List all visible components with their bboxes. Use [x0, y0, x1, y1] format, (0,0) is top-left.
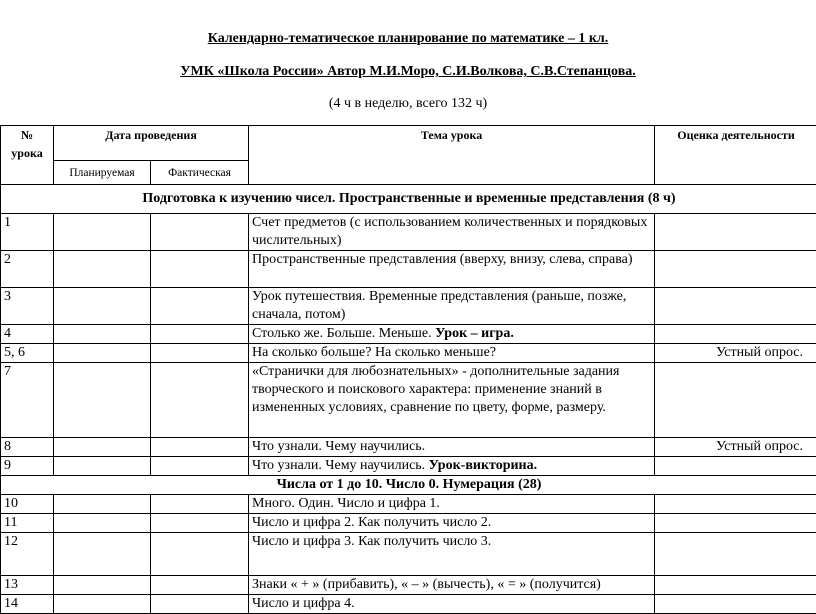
lesson-topic: Число и цифра 3. Как получить число 3. — [249, 533, 655, 576]
lesson-number: 2 — [1, 251, 54, 288]
date-actual-cell — [151, 438, 249, 457]
date-actual-cell — [151, 344, 249, 363]
date-actual-cell — [151, 251, 249, 288]
lesson-topic: Счет предметов (с использованием количественных и порядковых числительных) — [249, 214, 655, 251]
table-row — [1, 576, 816, 595]
lesson-topic: «Странички для любознательных» - дополнительные задания творческого и поискового характера: применение знаний в измененных условиях, сравнение по цвету, форме, размеру. — [249, 363, 655, 438]
lesson-topic: Урок путешествия. Временные представления (раньше, позже, сначала, потом) — [249, 288, 655, 325]
section-row — [1, 185, 816, 214]
lesson-number: 14 — [1, 595, 54, 614]
table-row — [1, 514, 816, 533]
date-actual-cell — [151, 514, 249, 533]
col-date-header: Дата проведения — [54, 126, 249, 161]
date-actual-cell — [151, 576, 249, 595]
lesson-topic: Много. Один. Число и цифра 1. — [249, 495, 655, 514]
lesson-topic: Что узнали. Чему научились. — [249, 438, 655, 457]
date-actual-cell — [151, 533, 249, 576]
date-actual-cell — [151, 214, 249, 251]
lesson-number: 4 — [1, 325, 54, 344]
date-actual-cell — [151, 495, 249, 514]
date-planned-cell — [54, 514, 151, 533]
table-row — [1, 325, 816, 344]
table-row — [1, 495, 816, 514]
lesson-topic: Столько же. Больше. Меньше. Урок – игра. — [249, 325, 655, 344]
date-planned-cell — [54, 595, 151, 614]
date-actual-cell — [151, 325, 249, 344]
lesson-grade — [655, 251, 816, 288]
lesson-grade — [655, 288, 816, 325]
lesson-grade: Устный опрос. — [655, 344, 816, 363]
lesson-grade — [655, 363, 816, 438]
lesson-topic: Пространственные представления (вверху, внизу, слева, справа) — [249, 251, 655, 288]
date-planned-cell — [54, 214, 151, 251]
table-row — [1, 214, 816, 251]
lesson-grade — [655, 325, 816, 344]
lesson-topic: Знаки « + » (прибавить), « – » (вычесть), « = » (получится) — [249, 576, 655, 595]
table-row — [1, 595, 816, 614]
lesson-number: 8 — [1, 438, 54, 457]
date-planned-cell — [54, 495, 151, 514]
date-planned-cell — [54, 438, 151, 457]
hours-note: (4 ч в неделю, всего 132 ч) — [0, 96, 816, 112]
table-row — [1, 363, 816, 438]
lesson-grade: Устный опрос. — [655, 438, 816, 457]
lesson-number: 1 — [1, 214, 54, 251]
umk-authors: УМК «Школа России» Автор М.И.Моро, С.И.Волкова, С.В.Степанцова. — [0, 64, 816, 80]
lesson-topic: На сколько больше? На сколько меньше? — [249, 344, 655, 363]
header-row — [1, 126, 816, 161]
date-actual-cell — [151, 288, 249, 325]
col-topic-header: Тема урока — [249, 126, 655, 185]
col-actual-header: Фактическая — [151, 161, 249, 185]
date-planned-cell — [54, 344, 151, 363]
date-actual-cell — [151, 363, 249, 438]
lesson-number: 13 — [1, 576, 54, 595]
lesson-grade — [655, 576, 816, 595]
date-planned-cell — [54, 576, 151, 595]
table-row — [1, 251, 816, 288]
col-num-header: № урока — [1, 126, 54, 185]
lesson-number: 12 — [1, 533, 54, 576]
col-grade-header: Оценка деятельности — [655, 126, 816, 185]
lesson-grade — [655, 457, 816, 476]
date-planned-cell — [54, 288, 151, 325]
date-actual-cell — [151, 457, 249, 476]
date-planned-cell — [54, 457, 151, 476]
lesson-number: 10 — [1, 495, 54, 514]
lesson-number: 3 — [1, 288, 54, 325]
section-title: Подготовка к изучению чисел. Пространственные и временные представления (8 ч) — [1, 185, 816, 214]
lesson-grade — [655, 214, 816, 251]
lesson-grade — [655, 533, 816, 576]
lesson-number: 5, 6 — [1, 344, 54, 363]
col-planned-header: Планируемая — [54, 161, 151, 185]
section-title: Числа от 1 до 10. Число 0. Нумерация (28) — [1, 476, 816, 495]
date-planned-cell — [54, 533, 151, 576]
lesson-grade — [655, 514, 816, 533]
lesson-grade — [655, 595, 816, 614]
lesson-number: 11 — [1, 514, 54, 533]
table-row — [1, 288, 816, 325]
section-row — [1, 476, 816, 495]
planning-table — [0, 125, 816, 614]
lesson-number: 9 — [1, 457, 54, 476]
lesson-topic: Число и цифра 4. — [249, 595, 655, 614]
date-planned-cell — [54, 363, 151, 438]
document-title: Календарно-тематическое планирование по математике – 1 кл. — [0, 31, 816, 47]
table-row — [1, 457, 816, 476]
date-planned-cell — [54, 251, 151, 288]
lesson-number: 7 — [1, 363, 54, 438]
table-row — [1, 438, 816, 457]
date-planned-cell — [54, 325, 151, 344]
date-actual-cell — [151, 595, 249, 614]
lesson-topic: Что узнали. Чему научились. Урок-викторина. — [249, 457, 655, 476]
lesson-grade — [655, 495, 816, 514]
lesson-topic: Число и цифра 2. Как получить число 2. — [249, 514, 655, 533]
table-row — [1, 533, 816, 576]
table-row — [1, 344, 816, 363]
